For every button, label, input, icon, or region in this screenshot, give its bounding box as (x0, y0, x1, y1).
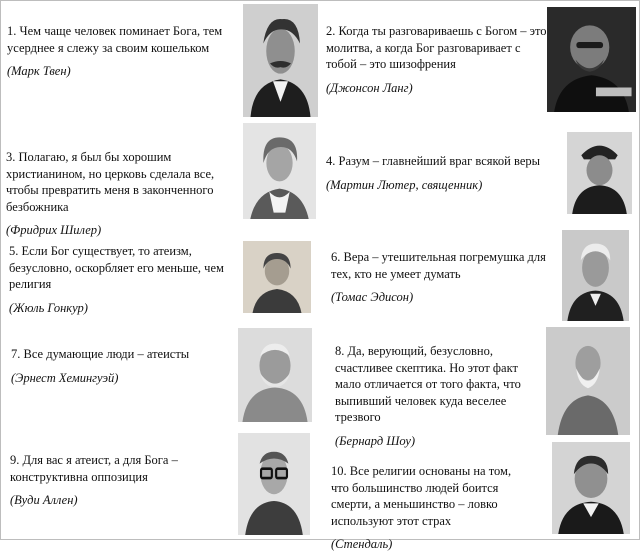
quote-9 (10, 452, 232, 509)
quote-author: (Жюль Гонкур) (9, 300, 88, 315)
portrait-4 (567, 132, 632, 214)
quote-text: 6. Вера – утешительная погремушка для тех, кто не умеет думать (331, 250, 546, 281)
portrait-2 (547, 7, 636, 112)
portrait-3 (243, 123, 316, 219)
quote-text: 10. Все религии основаны на том, что большинство людей боится смерти, а меньшинство – ловко используют этот страх (331, 464, 512, 528)
portrait-8 (546, 327, 630, 435)
quote-7 (11, 346, 233, 386)
quote-author: (Мартин Лютер, священник) (326, 177, 483, 192)
quote-text: 3. Полагаю, я был бы хорошим христианином, но церковь сделала все, чтобы превратить меня в законченного безбожника (6, 150, 215, 214)
portrait-7 (238, 328, 312, 422)
quote-10 (331, 463, 526, 553)
quote-text: 2. Когда ты разговариваешь с Богом – это молитва, а когда Бог разговаривает с тобой – это шизофрения (326, 24, 547, 71)
quote-text: 8. Да, верующий, безусловно, счастливее скептика. Но этот факт мало отличается от того факта, что выпивший человек куда веселее трезвого (335, 344, 521, 424)
quote-text: 7. Все думающие люди – атеисты (11, 347, 190, 361)
portrait-6 (562, 230, 629, 321)
quote-6 (331, 249, 556, 306)
portrait-9 (238, 433, 310, 535)
quote-4 (326, 153, 561, 193)
quote-author: (Марк Твен) (7, 64, 71, 78)
quote-author: (Томас Эдисон) (331, 290, 414, 304)
quote-author: (Бернард Шоу) (335, 433, 416, 448)
quote-author: (Джонсон Ланг) (326, 80, 413, 95)
portrait-10 (552, 442, 630, 534)
quote-1 (7, 23, 235, 80)
quote-3 (6, 149, 238, 239)
quote-text: 9. Для вас я атеист, а для Бога – конструктивна оппозиция (10, 453, 178, 484)
quote-5 (9, 243, 233, 316)
quote-text: 1. Чем чаще человек поминает Бога, тем усерднее я слежу за своим кошельком (7, 24, 223, 55)
quote-2 (326, 23, 548, 96)
quote-text: 5. Если Бог существует, то атеизм, безусловно, оскорбляет его меньше, чем религия (9, 244, 224, 291)
quote-author: (Стендаль) (331, 537, 393, 551)
quote-text: 4. Разум – главнейший враг всякой веры (326, 154, 541, 168)
portrait-5 (243, 241, 311, 313)
quote-author: (Вуди Аллен) (10, 493, 78, 507)
quote-author: (Эрнест Хемингуэй) (11, 370, 119, 385)
portrait-1 (243, 4, 318, 117)
quote-8 (335, 343, 543, 449)
quote-author: (Фридрих Шилер) (6, 223, 102, 237)
